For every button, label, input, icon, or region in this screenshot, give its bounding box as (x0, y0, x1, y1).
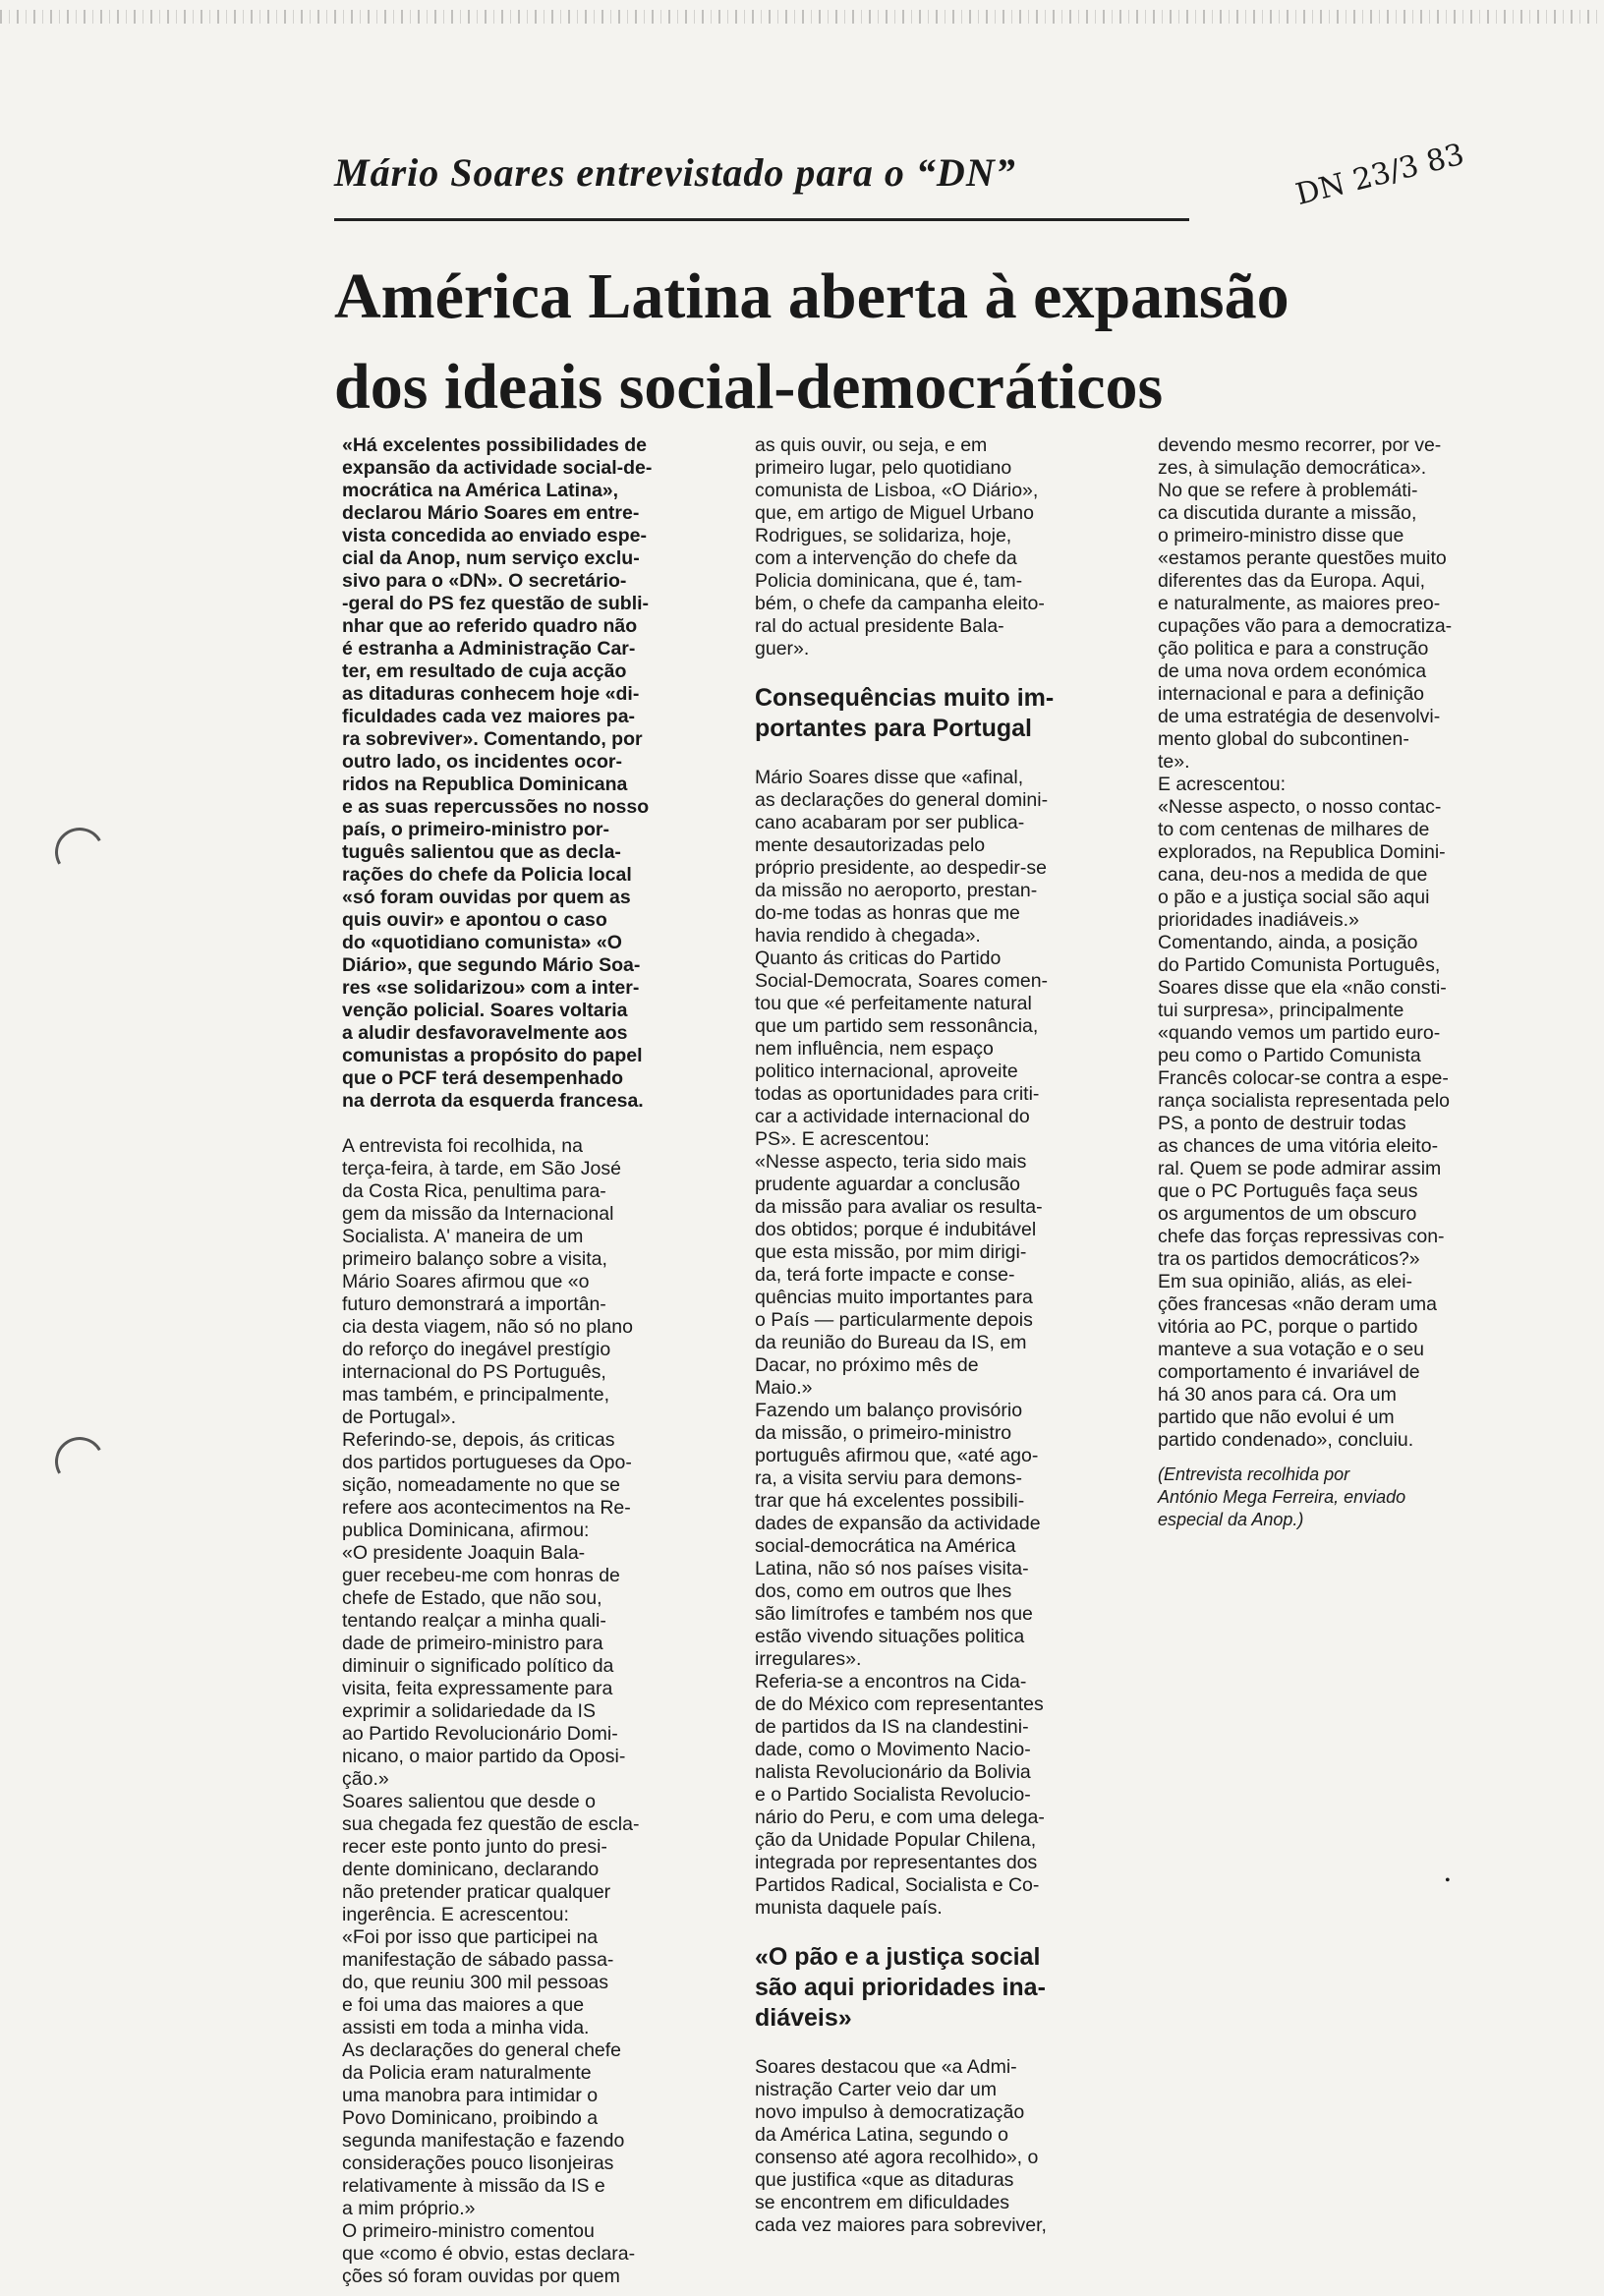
body-text-line: que justifica «que as ditaduras (755, 2169, 1014, 2191)
body-text-line: de partidos da IS na clandestini- (755, 1716, 1029, 1738)
lead-paragraph-line: ficuldades cada vez maiores pa- (342, 706, 636, 727)
body-text-line: da missão no aeroporto, prestan- (755, 880, 1038, 901)
lead-paragraph-line: outro lado, os incidentes ocor- (342, 751, 622, 773)
body-text-line: guer recebeu-me com honras de (342, 1565, 620, 1586)
body-text-line: Dacar, no próximo mês de (755, 1354, 979, 1376)
body-text-line: explorados, na Republica Domini- (1158, 841, 1446, 863)
body-text-line: da, terá forte impacte e conse- (755, 1264, 1015, 1286)
body-text-line: dos obtidos; porque é indubitável (755, 1219, 1037, 1240)
headline-line: dos ideais social-democráticos (334, 351, 1164, 423)
scan-speck: • (1445, 1872, 1451, 1889)
body-text-line: a mim próprio.» (342, 2198, 476, 2219)
body-text-line: prioridades inadiáveis.» (1158, 909, 1359, 931)
section-subheading: «O pão e a justiça social (755, 1943, 1041, 1971)
body-text-line: mento global do subcontinen- (1158, 728, 1409, 750)
lead-paragraph-line: mocrática na América Latina», (342, 480, 619, 501)
body-text-line: e naturalmente, as maiores preo- (1158, 593, 1441, 614)
body-text-line: nicano, o maior partido da Oposi- (342, 1746, 626, 1767)
article-column-2 (755, 434, 1054, 2237)
body-text-line: Maio.» (755, 1377, 813, 1399)
body-text-line: Mário Soares afirmou que «o (342, 1271, 590, 1292)
paragraph-gap (755, 660, 1054, 683)
body-text-line: Francês colocar-se contra a espe- (1158, 1067, 1449, 1089)
lead-paragraph-line: «Há excelentes possibilidades de (342, 434, 647, 456)
body-text-line: comportamento é invariável de (1158, 1361, 1420, 1383)
body-text-line: to com centenas de milhares de (1158, 819, 1430, 840)
body-text-line: as declarações do general domini- (755, 789, 1049, 811)
body-text-line: o primeiro-ministro disse que (1158, 525, 1404, 546)
body-text-line: ções só foram ouvidas por quem (342, 2266, 620, 2287)
body-text-line: Povo Dominicano, proibindo a (342, 2107, 599, 2129)
body-text-line: As declarações do general chefe (342, 2039, 622, 2061)
body-text-line: que um partido sem ressonância, (755, 1015, 1039, 1037)
article-column-1 (342, 434, 652, 2288)
body-text-line: car a actividade internacional do (755, 1106, 1030, 1127)
body-text-line: ao Partido Revolucionário Domi- (342, 1723, 618, 1745)
body-text-line: Policia dominicana, que é, tam- (755, 570, 1023, 592)
body-text-line: da Policia eram naturalmente (342, 2062, 592, 2084)
body-text-line: da reunião do Bureau da IS, em (755, 1332, 1027, 1353)
body-text-line: da missão para avaliar os resulta- (755, 1196, 1043, 1218)
body-text-line: dades de expansão da actividade (755, 1513, 1041, 1534)
lead-paragraph-line: rações do chefe da Policia local (342, 864, 632, 886)
body-text-line: diferentes das da Europa. Aqui, (1158, 570, 1426, 592)
body-text-line: A entrevista foi recolhida, na (342, 1135, 583, 1157)
body-text-line: visita, feita expressamente para (342, 1678, 613, 1699)
body-text-line: dade de primeiro-ministro para (342, 1633, 603, 1654)
lead-paragraph-line: Diário», que segundo Mário Soa- (342, 954, 641, 976)
paragraph-gap (755, 2034, 1054, 2056)
body-text-line: ra, a visita serviu para demons- (755, 1467, 1023, 1489)
body-text-line: manifestação de sábado passa- (342, 1949, 614, 1971)
lead-paragraph-line: cial da Anop, num serviço exclu- (342, 547, 640, 569)
body-text-line: ções francesas «não deram uma (1158, 1293, 1437, 1315)
body-text-line: chefe de Estado, que não sou, (342, 1587, 602, 1609)
body-text-line: as chances de uma vitória eleito- (1158, 1135, 1439, 1157)
body-text-line: assisti em toda a minha vida. (342, 2017, 590, 2038)
body-text-line: segunda manifestação e fazendo (342, 2130, 625, 2152)
lead-paragraph-line: na derrota da esquerda francesa. (342, 1090, 644, 1112)
body-text-line: Partidos Radical, Socialista e Co- (755, 1874, 1040, 1896)
lead-paragraph-line: comunistas a propósito do papel (342, 1045, 643, 1066)
body-text-line: recer este ponto junto do presi- (342, 1836, 607, 1858)
body-text-line: da missão, o primeiro-ministro (755, 1422, 1012, 1444)
article-headline (334, 252, 1543, 432)
section-subheading: são aqui prioridades ina- (755, 1974, 1046, 2001)
lead-paragraph-line: -geral do PS fez questão de subli- (342, 593, 650, 614)
body-text-line: se encontrem em dificuldades (755, 2192, 1010, 2213)
body-text-line: Rodrigues, se solidariza, hoje, (755, 525, 1012, 546)
body-text-line: que o PC Português faça seus (1158, 1180, 1418, 1202)
lead-paragraph-line: res «se solidarizou» com a inter- (342, 977, 640, 999)
body-text-line: novo impulso à democratização (755, 2101, 1025, 2123)
body-text-line: cana, deu-nos a medida de que (1158, 864, 1428, 886)
body-text-line: gem da missão da Internacional (342, 1203, 614, 1225)
body-text-line: politico internacional, aproveite (755, 1061, 1018, 1082)
lead-paragraph-line: ra sobreviver». Comentando, por (342, 728, 643, 750)
body-text-line: «Foi por isso que participei na (342, 1926, 599, 1948)
body-text-line: ral do actual presidente Bala- (755, 615, 1004, 637)
punch-hole (49, 822, 109, 882)
lead-paragraph-line: e as suas repercussões no nosso (342, 796, 650, 818)
body-text-line: da Costa Rica, penultima para- (342, 1180, 606, 1202)
article-column-3 (1158, 434, 1452, 1531)
section-subheading: diáveis» (755, 2004, 852, 2032)
body-text-line: de uma nova ordem económica (1158, 660, 1427, 682)
body-text-line: publica Dominicana, afirmou: (342, 1520, 590, 1541)
body-text-line: de do México com representantes (755, 1693, 1044, 1715)
body-text-line: português afirmou que, «até ago- (755, 1445, 1039, 1466)
body-text-line: No que se refere à problemáti- (1158, 480, 1418, 501)
lead-paragraph-line: ter, em resultado de cuja acção (342, 660, 627, 682)
body-text-line: e o Partido Socialista Revolucio- (755, 1784, 1031, 1806)
byline-credit-line: (Entrevista recolhida por (1158, 1464, 1350, 1484)
body-text-line: cupações vão para a democratiza- (1158, 615, 1453, 637)
lead-paragraph-line: quis ouvir» e apontou o caso (342, 909, 607, 931)
paragraph-gap (342, 1113, 652, 1135)
lead-paragraph-line: venção policial. Soares voltaria (342, 1000, 628, 1021)
handwritten-date-annotation: DN 23/3 83 (1292, 137, 1468, 212)
body-text-line: devendo mesmo recorrer, por ve- (1158, 434, 1442, 456)
lead-paragraph-line: ridos na Republica Dominicana (342, 774, 628, 795)
body-text-line: Referia-se a encontros na Cida- (755, 1671, 1027, 1693)
body-text-line: dade, como o Movimento Nacio- (755, 1739, 1031, 1760)
body-text-line: Soares salientou que desde o (342, 1791, 597, 1812)
body-text-line: Em sua opinião, aliás, as elei- (1158, 1271, 1413, 1292)
body-text-line: futuro demonstrará a importân- (342, 1293, 606, 1315)
body-text-line: rança socialista representada pelo (1158, 1090, 1451, 1112)
body-text-line: «O presidente Joaquin Bala- (342, 1542, 586, 1564)
body-text-line: são limítrofes e também nos que (755, 1603, 1033, 1625)
body-text-line: terça-feira, à tarde, em São José (342, 1158, 621, 1179)
body-text-line: munista daquele país. (755, 1897, 943, 1919)
body-text-line: diminuir o significado político da (342, 1655, 614, 1677)
lead-paragraph-line: nhar que ao referido quadro não (342, 615, 638, 637)
lead-paragraph-line: do «quotidiano comunista» «O (342, 932, 622, 953)
body-text-line: O primeiro-ministro comentou (342, 2220, 595, 2242)
scan-artifact-strip (0, 10, 1604, 24)
body-text-line: refere aos acontecimentos na Re- (342, 1497, 631, 1519)
body-text-line: «Nesse aspecto, o nosso contac- (1158, 796, 1442, 818)
body-text-line: não pretender praticar qualquer (342, 1881, 611, 1903)
byline-credit-line: António Mega Ferreira, enviado (1158, 1487, 1406, 1507)
body-text-line: do, que reuniu 300 mil pessoas (342, 1972, 609, 1993)
body-text-line: mente desautorizadas pelo (755, 834, 986, 856)
body-text-line: do Partido Comunista Português, (1158, 954, 1441, 976)
body-text-line: ção.» (342, 1768, 389, 1790)
body-text-line: Soares destacou que «a Admi- (755, 2056, 1017, 2078)
body-text-line: com a intervenção do chefe da (755, 547, 1017, 569)
body-text-line: dos, como em outros que lhes (755, 1580, 1012, 1602)
body-text-line: o País — particularmente depois (755, 1309, 1033, 1331)
body-text-line: de Portugal». (342, 1406, 457, 1428)
punch-hole (49, 1431, 109, 1491)
body-text-line: cano acabaram por ser publica- (755, 812, 1025, 833)
body-text-line: internacional e para a definição (1158, 683, 1425, 705)
body-text-line: Mário Soares disse que «afinal, (755, 767, 1024, 788)
body-text-line: quências muito importantes para (755, 1287, 1033, 1308)
body-text-line: que esta missão, por mim dirigi- (755, 1241, 1027, 1263)
body-text-line: nem influência, nem espaço (755, 1038, 994, 1060)
lead-paragraph-line: «só foram ouvidas por quem as (342, 887, 631, 908)
body-text-line: «estamos perante questões muito (1158, 547, 1447, 569)
body-text-line: trar que há excelentes possibili- (755, 1490, 1025, 1512)
body-text-line: exprimir a solidariedade da IS (342, 1700, 596, 1722)
headline-line: América Latina aberta à expansão (334, 260, 1289, 332)
body-text-line: do reforço do inegável prestígio (342, 1339, 611, 1360)
body-text-line: partido condenado», concluiu. (1158, 1429, 1414, 1451)
body-text-line: «Nesse aspecto, teria sido mais (755, 1151, 1027, 1173)
body-text-line: Social-Democrata, Soares comen- (755, 970, 1049, 992)
body-text-line: sua chegada fez questão de escla- (342, 1813, 640, 1835)
body-text-line: cada vez maiores para sobreviver, (755, 2214, 1047, 2236)
body-text-line: Referindo-se, depois, ás criticas (342, 1429, 615, 1451)
body-text-line: ral. Quem se pode admirar assim (1158, 1158, 1442, 1179)
lead-paragraph-line: as ditaduras conhecem hoje «di- (342, 683, 640, 705)
body-text-line: há 30 anos para cá. Ora um (1158, 1384, 1397, 1406)
body-text-line: considerações pouco lisonjeiras (342, 2152, 614, 2174)
body-text-line: te». (1158, 751, 1190, 773)
body-text-line: uma manobra para intimidar o (342, 2085, 599, 2106)
body-text-line: relativamente à missão da IS e (342, 2175, 605, 2197)
body-text-line: nário do Peru, e com uma delega- (755, 1807, 1045, 1828)
body-text-line: do-me todas as honras que me (755, 902, 1020, 924)
body-text-line: guer». (755, 638, 810, 660)
body-text-line: nistração Carter veio dar um (755, 2079, 998, 2100)
body-text-line: ção da Unidade Popular Chilena, (755, 1829, 1037, 1851)
body-text-line: tra os partidos democráticos?» (1158, 1248, 1420, 1270)
lead-paragraph-line: tuguês salientou que as decla- (342, 841, 621, 863)
body-text-line: ção politica e para a construção (1158, 638, 1429, 660)
body-text-line: integrada por representantes dos (755, 1852, 1038, 1873)
body-text-line: que, em artigo de Miguel Urbano (755, 502, 1034, 524)
body-text-line: que «como é obvio, estas declara- (342, 2243, 636, 2265)
paragraph-gap (755, 744, 1054, 767)
body-text-line: chefe das forças repressivas con- (1158, 1226, 1445, 1247)
body-text-line: Soares disse que ela «não consti- (1158, 977, 1447, 999)
body-text-line: irregulares». (755, 1648, 862, 1670)
body-text-line: primeiro balanço sobre a visita, (342, 1248, 607, 1270)
article-kicker: Mário Soares entrevistado para o “DN” (334, 150, 1016, 195)
body-text-line: ca discutida durante a missão, (1158, 502, 1417, 524)
body-text-line: todas as oportunidades para criti- (755, 1083, 1040, 1105)
body-text-line: manteve a sua votação e o seu (1158, 1339, 1425, 1360)
body-text-line: mas também, e principalmente, (342, 1384, 610, 1406)
lead-paragraph-line: que o PCF terá desempenhado (342, 1067, 624, 1089)
body-text-line: próprio presidente, ao despedir-se (755, 857, 1048, 879)
byline-credit-line: especial da Anop.) (1158, 1510, 1304, 1529)
body-text-line: «quando vemos um partido euro- (1158, 1022, 1441, 1044)
body-text-line: vitória ao PC, porque o partido (1158, 1316, 1418, 1338)
body-text-line: internacional do PS Português, (342, 1361, 606, 1383)
body-text-line: dos partidos portugueses da Opo- (342, 1452, 632, 1473)
body-text-line: tui surpresa», principalmente (1158, 1000, 1404, 1021)
paragraph-gap (1158, 1452, 1452, 1464)
section-subheading: Consequências muito im- (755, 684, 1055, 712)
body-text-line: primeiro lugar, pelo quotidiano (755, 457, 1012, 479)
body-text-line: havia rendido à chegada». (755, 925, 981, 947)
body-text-line: Quanto ás criticas do Partido (755, 947, 1002, 969)
lead-paragraph-line: declarou Mário Soares em entre- (342, 502, 640, 524)
body-text-line: E acrescentou: (1158, 774, 1287, 795)
section-subheading: portantes para Portugal (755, 715, 1032, 742)
body-text-line: cia desta viagem, não só no plano (342, 1316, 633, 1338)
body-text-line: partido que não evolui é um (1158, 1406, 1395, 1428)
body-text-line: prudente aguardar a conclusão (755, 1174, 1020, 1195)
body-text-line: os argumentos de um obscuro (1158, 1203, 1417, 1225)
body-text-line: Fazendo um balanço provisório (755, 1400, 1023, 1421)
lead-paragraph-line: a aludir desfavoravelmente aos (342, 1022, 628, 1044)
body-text-line: Comentando, ainda, a posição (1158, 932, 1418, 953)
lead-paragraph-line: país, o primeiro-ministro por- (342, 819, 609, 840)
body-text-line: as quis ouvir, ou seja, e em (755, 434, 988, 456)
body-text-line: estão vivendo situações politica (755, 1626, 1025, 1647)
body-text-line: PS». E acrescentou: (755, 1128, 930, 1150)
body-text-line: Latina, não só nos países visita- (755, 1558, 1029, 1579)
lead-paragraph-line: sivo para o «DN». O secretário- (342, 570, 627, 592)
body-text-line: nalista Revolucionário da Bolivia (755, 1761, 1031, 1783)
body-text-line: e foi uma das maiores a que (342, 1994, 585, 2016)
body-text-line: PS, a ponto de destruir todas (1158, 1113, 1406, 1134)
body-text-line: comunista de Lisboa, «O Diário», (755, 480, 1039, 501)
body-text-line: consenso até agora recolhido», o (755, 2147, 1039, 2168)
body-text-line: tentando realçar a minha quali- (342, 1610, 606, 1632)
body-text-line: Socialista. A' maneira de um (342, 1226, 584, 1247)
body-text-line: de uma estratégia de desenvolvi- (1158, 706, 1441, 727)
body-text-line: social-democrática na América (755, 1535, 1016, 1557)
body-text-line: o pão e a justiça social são aqui (1158, 887, 1430, 908)
body-text-line: dente dominicano, declarando (342, 1859, 600, 1880)
paragraph-gap (755, 1920, 1054, 1942)
kicker-rule (334, 218, 1189, 221)
lead-paragraph-line: é estranha a Administração Car- (342, 638, 636, 660)
body-text-line: da América Latina, segundo o (755, 2124, 1009, 2146)
body-text-line: sição, nomeadamente no que se (342, 1474, 620, 1496)
body-text-line: zes, à simulação democrática». (1158, 457, 1427, 479)
body-text-line: tou que «é perfeitamente natural (755, 993, 1032, 1014)
lead-paragraph-line: expansão da actividade social-de- (342, 457, 653, 479)
body-text-line: ingerência. E acrescentou: (342, 1904, 569, 1925)
body-text-line: peu como o Partido Comunista (1158, 1045, 1421, 1066)
lead-paragraph-line: vista concedida ao enviado espe- (342, 525, 647, 546)
body-text-line: bém, o chefe da campanha eleito- (755, 593, 1045, 614)
